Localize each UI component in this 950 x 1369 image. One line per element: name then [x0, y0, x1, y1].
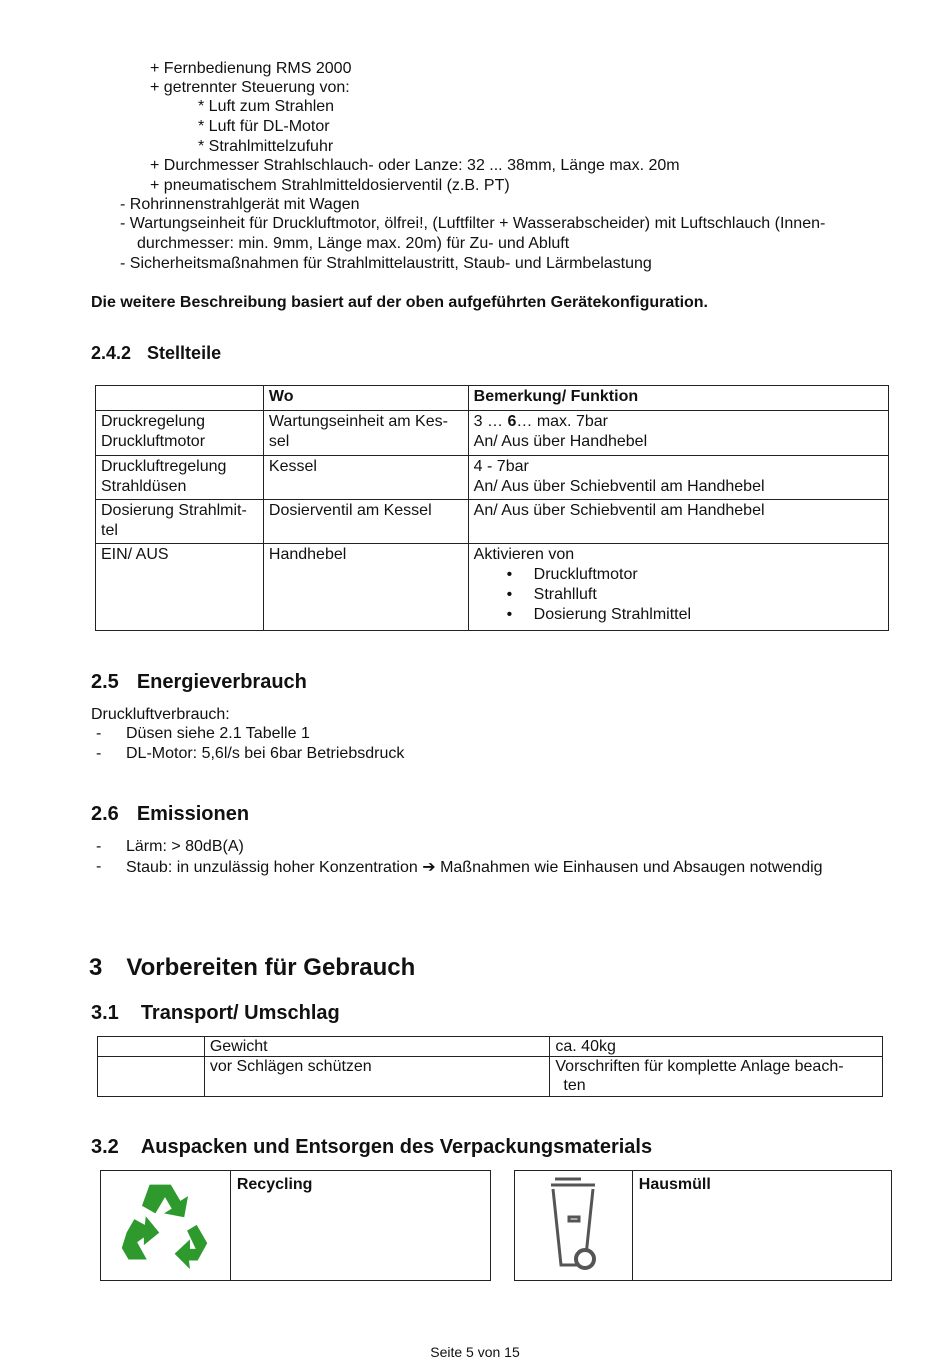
- intro-line-1: + Fernbedienung RMS 2000: [150, 60, 352, 77]
- emission-item-2: [126, 857, 823, 877]
- stellteile-table: [95, 385, 889, 631]
- cell-line: ca. 40kg: [555, 1038, 616, 1055]
- intro-line-8: - Rohrinnenstrahlgerät mit Wagen: [120, 196, 360, 213]
- section-3-1-heading: [91, 1002, 340, 1025]
- intro-line-4: * Luft für DL-Motor: [198, 118, 330, 135]
- intro-line-7: + pneumatischem Strahlmitteldosierventil (z.B. PT): [150, 177, 510, 194]
- cell-line: An/ Aus über Schiebventil am Handhebel: [473, 478, 765, 495]
- list-dash: -: [96, 725, 102, 742]
- table-cell: [550, 1037, 883, 1057]
- cell-line: Aktivieren von: [473, 546, 575, 563]
- energy-item-1: Düsen siehe 2.1 Tabelle 1: [126, 725, 310, 742]
- cell-line: An/ Aus über Schiebventil am Handhebel: [473, 502, 765, 519]
- list-item: • Druckluftmotor: [474, 565, 883, 585]
- cell-line: ten: [563, 1077, 586, 1094]
- table-header-row: [96, 386, 889, 411]
- table-cell: vor Schlägen schützen: [204, 1057, 550, 1097]
- table-cell: [468, 544, 888, 631]
- table-cell: [263, 456, 468, 500]
- cell-line: sel: [268, 433, 290, 450]
- section-title: Transport/ Umschlag: [140, 1002, 340, 1024]
- energy-item-2: DL-Motor: 5,6l/s bei 6bar Betriebsdruck: [126, 745, 405, 762]
- table-cell: [96, 500, 264, 544]
- table-row: [515, 1171, 892, 1281]
- intro-line-9: - Wartungseinheit für Druckluftmotor, ölfrei!, (Luftfilter + Wasserabscheider) mit Luftschlauch (Innen-: [120, 215, 826, 232]
- trash-icon-cell: [515, 1171, 633, 1281]
- list-item: • Dosierung Strahlmittel: [474, 605, 883, 625]
- section-number: 3.1: [91, 1002, 119, 1024]
- intro-line-6: + Durchmesser Strahlschlauch- oder Lanze: 32 ... 38mm, Länge max. 20m: [150, 157, 680, 174]
- section-2-5-heading: [91, 671, 307, 694]
- section-2-4-2-heading: [91, 343, 221, 364]
- recycling-label: Recycling: [230, 1171, 490, 1281]
- list-item: • Strahlluft: [474, 585, 883, 605]
- cell-text: … max. 7bar: [516, 413, 608, 430]
- page-number: Seite 5 von 15: [430, 1344, 520, 1360]
- section-number: 3.2: [91, 1136, 119, 1158]
- emission-text: Staub: in unzulässig hoher Konzentration: [126, 859, 418, 876]
- list-dash: -: [96, 745, 102, 762]
- list-dash: -: [96, 858, 102, 875]
- table-cell: [98, 1057, 205, 1097]
- intro-line-5: * Strahlmittelzufuhr: [198, 138, 334, 155]
- table-cell: [96, 411, 264, 456]
- table-row: [96, 411, 889, 456]
- cell-line: Dosierventil am Kessel: [268, 502, 432, 519]
- section-title: Emissionen: [136, 803, 250, 825]
- section-number: 3: [89, 954, 103, 981]
- cell-line: tel: [101, 522, 118, 539]
- cell-text-bold: 6: [507, 413, 517, 430]
- trash-bin-icon: [541, 1173, 605, 1273]
- section-2-6-heading: [91, 803, 249, 826]
- recycling-box: [100, 1170, 491, 1281]
- section-title: Energieverbrauch: [136, 671, 307, 693]
- cell-line: Vorschriften für komplette Anlage beach-: [555, 1058, 844, 1075]
- energy-lead: Druckluftverbrauch:: [91, 706, 230, 723]
- recycling-icon: [115, 1175, 215, 1271]
- intro-line-3: * Luft zum Strahlen: [198, 98, 335, 115]
- table-cell: [468, 411, 888, 456]
- config-note: Die weitere Beschreibung basiert auf der oben aufgeführten Gerätekonfiguration.: [91, 294, 708, 311]
- section-title: Auspacken und Entsorgen des Verpackungsmaterials: [140, 1136, 653, 1158]
- household-waste-box: [514, 1170, 892, 1281]
- intro-line-10: durchmesser: min. 9mm, Länge max. 20m) für Zu- und Abluft: [137, 235, 570, 252]
- section-title: Vorbereiten für Gebrauch: [126, 954, 416, 981]
- section-3-2-heading: [91, 1136, 652, 1159]
- list-dash: -: [96, 838, 102, 855]
- intro-line-11: - Sicherheitsmaßnahmen für Strahlmittelaustritt, Staub- und Lärmbelastung: [120, 255, 652, 272]
- arrow-right-icon: ➔: [422, 857, 436, 876]
- table-row: [96, 456, 889, 500]
- cell-line: Druckluftregelung: [101, 458, 227, 475]
- cell-line: Druckluftmotor: [101, 433, 206, 450]
- table-header-cell: [96, 386, 264, 411]
- table-cell: [263, 500, 468, 544]
- recycling-icon-cell: [101, 1171, 231, 1281]
- section-number: 2.6: [91, 803, 119, 825]
- cell-line: Wartungseinheit am Kes-: [268, 413, 448, 430]
- table-cell: [263, 411, 468, 456]
- cell-line: Dosierung Strahlmit-: [101, 502, 247, 519]
- table-row: [98, 1037, 883, 1057]
- chapter-3-heading: [89, 954, 415, 982]
- table-cell: [263, 544, 468, 631]
- table-row: [96, 500, 889, 544]
- table-row: [98, 1057, 883, 1097]
- section-number: 2.4.2: [91, 343, 132, 363]
- table-cell: [96, 456, 264, 500]
- table-header-cell: Wo: [263, 386, 468, 411]
- table-row: [96, 544, 889, 631]
- cell-line: Strahldüsen: [101, 478, 187, 495]
- cell-line: Kessel: [268, 458, 317, 475]
- table-cell: [468, 456, 888, 500]
- cell-line: [474, 412, 883, 432]
- table-cell: Gewicht: [204, 1037, 550, 1057]
- table-header-cell: Bemerkung/ Funktion: [468, 386, 888, 411]
- bullet-list: [474, 565, 883, 625]
- emission-text: Maßnahmen wie Einhausen und Absaugen notwendig: [440, 859, 823, 876]
- intro-line-2: + getrennter Steuerung von:: [150, 79, 350, 96]
- cell-line: EIN/ AUS: [101, 546, 169, 563]
- table-cell: [550, 1057, 883, 1097]
- table-cell: [96, 544, 264, 631]
- cell-line: Handhebel: [268, 546, 347, 563]
- cell-line: 4 - 7bar: [473, 458, 529, 475]
- table-cell: [98, 1037, 205, 1057]
- table-cell: [468, 500, 888, 544]
- cell-line: Druckregelung: [101, 413, 206, 430]
- cell-text: 3 …: [473, 413, 508, 430]
- cell-line: An/ Aus über Handhebel: [473, 433, 648, 450]
- transport-table: [97, 1036, 883, 1097]
- household-waste-label: Hausmüll: [632, 1171, 891, 1281]
- table-row: [101, 1171, 491, 1281]
- section-title: Stellteile: [147, 343, 222, 363]
- section-number: 2.5: [91, 671, 119, 693]
- emission-item-1: Lärm: > 80dB(A): [126, 838, 244, 855]
